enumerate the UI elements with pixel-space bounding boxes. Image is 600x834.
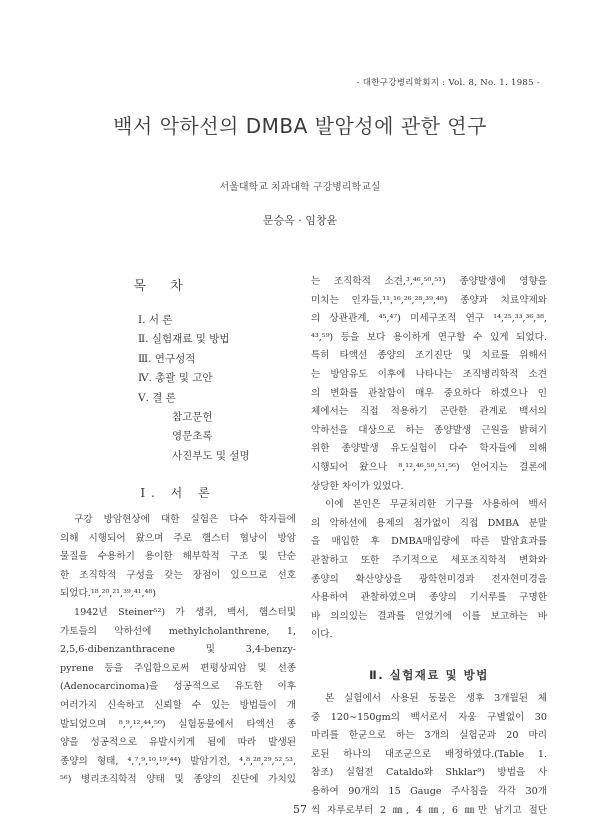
text-line: 특히 타액선 종양의 조기진단 및 치료를 위해서 [311,350,547,362]
section-heading-intro: Ⅰ. 서 론 [140,486,216,500]
intro-right-column [311,273,547,645]
journal-header: - 대한구강병리학회지 : Vol. 8, No. 1. 1985 - [356,78,540,88]
toc-item: Ⅰ. 서 론 [138,314,173,326]
authors: 문승옥 · 임창윤 [262,214,338,227]
text-line: 양을 성공적으로 유발시키게 됨에 따라 발생된 [60,737,296,749]
text-line: 위한 종양발생 유도실험이 다수 학자들에 의해 [311,443,547,455]
text-line: 관찰하고 또한 주기적으로 세포조직학적 변화와 [311,554,547,566]
text-line: 시행되어 왔으나 ⁸,¹²,⁴⁶,⁵⁰,⁵¹,⁵⁶) 얻어지는 결론에 [311,461,547,473]
text-line: 의해 시행되어 왔으며 주로 햄스터 협낭이 방암 [60,532,296,544]
paper-title: 백서 악하선의 DMBA 발암성에 관한 연구 [113,114,487,138]
text-line: ⁴³,⁵⁹) 등을 보다 용이하게 연구할 수 있게 되었다. [311,331,547,343]
text-line: 여러가지 신속하고 신뢰할 수 있는 방법들이 개 [60,699,296,711]
text-line: 의 상관관계, ⁴⁵,⁴⁷) 미세구조적 연구 ¹⁴,²⁵,³³,³⁶,³⁸, [311,313,547,325]
text-line: 참조) 실험전 Cataldo와 Shklar⁹) 방법을 사 [311,767,547,779]
text-line: 한 조직학적 구성을 갖는 장점이 있으므로 선호 [60,569,296,581]
toc-item: Ⅴ. 결 론 [138,391,176,404]
toc-item: Ⅲ. 연구성적 [138,352,196,365]
text-line: 의 변화를 관찰함이 매우 중요하다 하겠으나 인 [311,387,547,399]
text-line: 되었다.¹⁸,²⁰,²¹,³⁹,⁴¹,⁴⁸) [60,588,156,600]
text-line: 물질을 수용하기 용이한 해부학적 구조 및 단순 [60,551,296,563]
text-line: 바 의의있는 결과를 얻었기에 이를 보고하는 바 [311,610,547,622]
text-line: 구강 방암현상에 대한 실험은 다수 학자들에 [74,514,296,525]
toc-item: 영문초록 [172,430,213,443]
text-line: 중 120∼150gm의 백서로서 자웅 구별없이 30 [311,711,547,723]
text-line: 로된 하나의 대조군으로 배정하였다.(Table 1. [311,748,547,760]
text-line: 씩 자루로부터 2 ㎜, 4 ㎜, 6 ㎜만 남기고 절단 [311,804,547,816]
intro-left-column [60,511,296,790]
text-line: 종양의 형태, ⁴,⁷,⁹,¹⁰,¹⁹,⁴⁴) 발암기전, ⁴,⁸,²⁸,²⁹,⁵²,⁵³, [60,755,296,767]
text-line: 미치는 인자들,¹¹,¹⁶,²⁶,²⁸,³⁹,⁴⁸) 종양과 치료약제와 [311,294,547,306]
page-number: 57 [293,803,307,816]
text-line: 는 방암유도 이후에 나타나는 조직병리학적 소견 [311,368,547,380]
text-line: 의 악하선에 용제의 첨가없이 직접 DMBA 분말 [311,517,547,529]
toc-item: Ⅱ. 실험재료 및 방법 [138,333,230,346]
toc-item: Ⅳ. 총괄 및 고안 [138,372,213,385]
text-line: 발되었으며 ⁸,⁹,¹²,⁴⁴,⁵⁰) 실험동물에서 타액선 종 [60,718,296,730]
text-line: 악하선을 대상으로 하는 종양발생 근원을 밝혀기 [311,424,547,436]
text-line: 용하여 90개의 15 Gauge 주사침을 각각 30개 [311,785,547,797]
table-of-contents [138,311,250,466]
methods-column [311,690,547,820]
text-line: 종양의 확산양상을 광학현미경과 전자현미경을 [311,573,547,585]
text-line: 을 매입한 후 DMBA매입량에 따른 발암효과를 [311,536,547,548]
toc-item: 참고문헌 [172,410,213,423]
text-line: ⁵⁶) 병리조직학적 양태 및 종양의 진단에 가치있 [60,774,296,786]
text-line: 이다. [311,629,333,641]
toc-item: 사진부도 및 설명 [172,449,250,462]
text-line: 사용하여 관찰하였으며 종양의 기서루를 구명한 [311,592,547,604]
toc-heading: 목 차 [133,279,193,294]
text-line: pyrene 등을 주입함으로써 편평상피암 및 선종 [60,662,296,674]
text-line: (Adenocarcinoma)을 성공적으로 유도한 이후 [60,681,296,693]
text-line: 마리를 한군으로 하는 3개의 실험군과 20 마리 [311,730,547,742]
affiliation: 서울대학교 치과대학 구강병리학교실 [219,182,381,193]
section-heading-methods: Ⅱ. 실험재료 및 방법 [369,668,489,682]
text-line: 상당한 차이가 있었다. [311,480,404,492]
text-line: 2,5,6-dibenzanthracene 및 3,4-benzy- [60,644,296,656]
text-line: 는 조직학적 소견,³,⁴⁶,⁵⁰,⁵¹) 종양발생에 영향을 [311,276,547,287]
text-line: 1942년 Steiner⁵²) 가 생쥐, 백서, 햄스터및 [74,606,296,618]
text-line: 가토들의 악하선에 methylcholanthrene, 1, [60,625,296,637]
text-line: 본 실험에서 사용된 동물은 생후 3개월된 체 [325,693,547,704]
text-line: 체에서는 직접 적용하기 곤란한 관계로 백서의 [311,406,547,418]
text-line: 이에 본인은 무균처리한 기구를 사용하여 백서 [325,499,547,511]
